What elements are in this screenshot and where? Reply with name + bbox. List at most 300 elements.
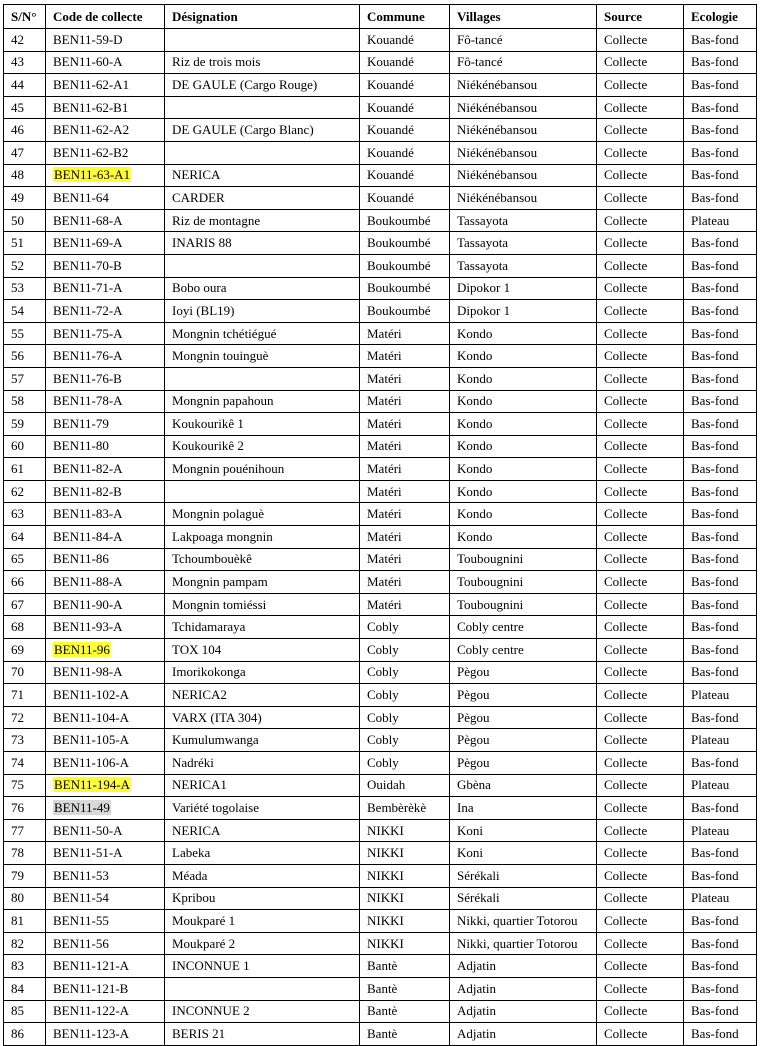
cell-designation: TOX 104 (165, 639, 360, 662)
cell-source: Collecte (597, 548, 684, 571)
cell-sn: 80 (4, 887, 46, 910)
table-row (4, 503, 757, 526)
cell-code: BEN11-72-A (46, 300, 165, 323)
cell-source: Collecte (597, 706, 684, 729)
cell-code: BEN11-62-B1 (46, 96, 165, 119)
table-row (4, 593, 757, 616)
cell-commune: Boukoumbé (360, 254, 450, 277)
cell-designation: Mongnin tchétiégué (165, 322, 360, 345)
cell-source: Collecte (597, 435, 684, 458)
header-designation: Désignation (165, 5, 360, 29)
cell-source: Collecte (597, 910, 684, 933)
cell-code: BEN11-88-A (46, 571, 165, 594)
cell-ecologie: Bas-fond (684, 435, 757, 458)
cell-ecologie: Bas-fond (684, 458, 757, 481)
cell-sn: 58 (4, 390, 46, 413)
cell-sn: 73 (4, 729, 46, 752)
header-villages: Villages (450, 5, 597, 29)
table-row (4, 51, 757, 74)
cell-ecologie: Bas-fond (684, 119, 757, 142)
cell-commune: NIKKI (360, 864, 450, 887)
cell-code: BEN11-121-A (46, 955, 165, 978)
table-row (4, 910, 757, 933)
cell-source: Collecte (597, 51, 684, 74)
cell-commune: NIKKI (360, 887, 450, 910)
cell-sn: 62 (4, 480, 46, 503)
table-row (4, 413, 757, 436)
cell-code: BEN11-102-A (46, 684, 165, 707)
cell-villages: Kondo (450, 413, 597, 436)
cell-source: Collecte (597, 345, 684, 368)
cell-code: BEN11-82-B (46, 480, 165, 503)
table-row (4, 300, 757, 323)
table-row (4, 887, 757, 910)
cell-commune: Bembèrèkè (360, 797, 450, 820)
cell-code: BEN11-86 (46, 548, 165, 571)
cell-villages: Nikki, quartier Totorou (450, 932, 597, 955)
cell-source: Collecte (597, 864, 684, 887)
cell-villages: Adjatin (450, 1023, 597, 1046)
table-row (4, 864, 757, 887)
cell-villages: Niékénébansou (450, 164, 597, 187)
cell-sn: 83 (4, 955, 46, 978)
cell-code: BEN11-121-B (46, 977, 165, 1000)
cell-villages: Pègou (450, 729, 597, 752)
table-row (4, 819, 757, 842)
cell-villages: Koni (450, 842, 597, 865)
table-row (4, 187, 757, 210)
highlighted-code: BEN11-194-A (54, 777, 131, 793)
cell-code: BEN11-54 (46, 887, 165, 910)
cell-designation: DE GAULE (Cargo Blanc) (165, 119, 360, 142)
cell-sn: 44 (4, 74, 46, 97)
cell-villages: Kondo (450, 322, 597, 345)
cell-source: Collecte (597, 1000, 684, 1023)
cell-commune: Cobly (360, 729, 450, 752)
collection-table-page (3, 4, 756, 1046)
cell-commune: Cobly (360, 706, 450, 729)
cell-sn: 79 (4, 864, 46, 887)
cell-ecologie: Bas-fond (684, 141, 757, 164)
cell-ecologie: Bas-fond (684, 367, 757, 390)
cell-source: Collecte (597, 616, 684, 639)
cell-villages: Cobly centre (450, 639, 597, 662)
cell-sn: 78 (4, 842, 46, 865)
cell-sn: 54 (4, 300, 46, 323)
cell-ecologie: Bas-fond (684, 1000, 757, 1023)
cell-sn: 64 (4, 526, 46, 549)
cell-sn: 61 (4, 458, 46, 481)
cell-source: Collecte (597, 254, 684, 277)
cell-source: Collecte (597, 571, 684, 594)
table-row (4, 458, 757, 481)
cell-villages: Dipokor 1 (450, 300, 597, 323)
cell-designation: BERIS 21 (165, 1023, 360, 1046)
table-row (4, 322, 757, 345)
cell-code: BEN11-80 (46, 435, 165, 458)
cell-villages: Kondo (450, 480, 597, 503)
cell-ecologie: Bas-fond (684, 706, 757, 729)
cell-designation: Mongnin tomiéssi (165, 593, 360, 616)
cell-commune: NIKKI (360, 819, 450, 842)
cell-designation: Koukourikê 1 (165, 413, 360, 436)
cell-villages: Tassayota (450, 232, 597, 255)
cell-villages: Kondo (450, 458, 597, 481)
cell-source: Collecte (597, 164, 684, 187)
cell-villages: Toubougnini (450, 571, 597, 594)
cell-sn: 77 (4, 819, 46, 842)
cell-sn: 49 (4, 187, 46, 210)
cell-ecologie: Bas-fond (684, 51, 757, 74)
cell-source: Collecte (597, 819, 684, 842)
cell-ecologie: Bas-fond (684, 74, 757, 97)
cell-ecologie: Bas-fond (684, 910, 757, 933)
cell-code (46, 774, 165, 797)
cell-commune: Kouandé (360, 164, 450, 187)
cell-designation: INCONNUE 2 (165, 1000, 360, 1023)
table-row (4, 164, 757, 187)
cell-designation: Riz de montagne (165, 209, 360, 232)
cell-code: BEN11-83-A (46, 503, 165, 526)
cell-villages: Adjatin (450, 1000, 597, 1023)
cell-ecologie: Bas-fond (684, 571, 757, 594)
table-row (4, 706, 757, 729)
cell-sn: 53 (4, 277, 46, 300)
cell-source: Collecte (597, 29, 684, 52)
cell-commune: NIKKI (360, 842, 450, 865)
cell-designation: Nadréki (165, 752, 360, 775)
cell-source: Collecte (597, 141, 684, 164)
cell-ecologie: Bas-fond (684, 955, 757, 978)
header-ecologie: Ecologie (684, 5, 757, 29)
cell-villages: Kondo (450, 345, 597, 368)
cell-commune: Matéri (360, 367, 450, 390)
cell-commune: Kouandé (360, 74, 450, 97)
cell-code: BEN11-62-A2 (46, 119, 165, 142)
cell-source: Collecte (597, 209, 684, 232)
cell-sn: 70 (4, 661, 46, 684)
highlighted-code: BEN11-96 (54, 641, 110, 657)
cell-ecologie: Bas-fond (684, 187, 757, 210)
table-row (4, 1000, 757, 1023)
cell-ecologie: Bas-fond (684, 864, 757, 887)
cell-source: Collecte (597, 729, 684, 752)
cell-designation: INARIS 88 (165, 232, 360, 255)
cell-source: Collecte (597, 797, 684, 820)
cell-sn: 86 (4, 1023, 46, 1046)
cell-designation: Bobo oura (165, 277, 360, 300)
cell-commune: Matéri (360, 390, 450, 413)
table-row (4, 661, 757, 684)
cell-source: Collecte (597, 119, 684, 142)
cell-villages: Toubougnini (450, 548, 597, 571)
cell-commune: Cobly (360, 616, 450, 639)
cell-designation (165, 29, 360, 52)
cell-commune: NIKKI (360, 932, 450, 955)
cell-sn: 76 (4, 797, 46, 820)
cell-code: BEN11-68-A (46, 209, 165, 232)
cell-commune: Kouandé (360, 119, 450, 142)
table-row (4, 74, 757, 97)
cell-ecologie: Bas-fond (684, 480, 757, 503)
cell-ecologie: Bas-fond (684, 548, 757, 571)
cell-sn: 48 (4, 164, 46, 187)
table-body (4, 29, 757, 1046)
cell-villages: Pègou (450, 661, 597, 684)
cell-source: Collecte (597, 593, 684, 616)
cell-commune: Matéri (360, 503, 450, 526)
cell-ecologie: Bas-fond (684, 842, 757, 865)
cell-sn: 50 (4, 209, 46, 232)
cell-source: Collecte (597, 661, 684, 684)
cell-sn: 55 (4, 322, 46, 345)
cell-code: BEN11-71-A (46, 277, 165, 300)
cell-source: Collecte (597, 503, 684, 526)
cell-commune: Kouandé (360, 29, 450, 52)
cell-ecologie: Bas-fond (684, 277, 757, 300)
cell-designation (165, 254, 360, 277)
cell-villages: Cobly centre (450, 616, 597, 639)
cell-designation: Mongnin papahoun (165, 390, 360, 413)
cell-sn: 71 (4, 684, 46, 707)
cell-commune: Cobly (360, 661, 450, 684)
header-commune: Commune (360, 5, 450, 29)
table-row (4, 277, 757, 300)
header-code: Code de collecte (46, 5, 165, 29)
table-row (4, 345, 757, 368)
header-sn: S/N° (4, 5, 46, 29)
cell-designation (165, 367, 360, 390)
cell-source: Collecte (597, 932, 684, 955)
cell-commune: Matéri (360, 593, 450, 616)
cell-sn: 57 (4, 367, 46, 390)
cell-designation: CARDER (165, 187, 360, 210)
cell-designation: Mongnin touinguè (165, 345, 360, 368)
cell-sn: 43 (4, 51, 46, 74)
cell-designation: Moukparé 1 (165, 910, 360, 933)
table-row (4, 209, 757, 232)
cell-designation: Mongnin polaguè (165, 503, 360, 526)
cell-ecologie: Bas-fond (684, 232, 757, 255)
cell-code: BEN11-69-A (46, 232, 165, 255)
cell-sn: 69 (4, 639, 46, 662)
cell-code: BEN11-104-A (46, 706, 165, 729)
cell-villages: Gbèna (450, 774, 597, 797)
cell-ecologie: Bas-fond (684, 345, 757, 368)
cell-source: Collecte (597, 322, 684, 345)
cell-villages: Koni (450, 819, 597, 842)
table-row (4, 367, 757, 390)
cell-code: BEN11-106-A (46, 752, 165, 775)
cell-ecologie: Bas-fond (684, 322, 757, 345)
cell-code: BEN11-84-A (46, 526, 165, 549)
table-row (4, 254, 757, 277)
cell-designation: Kumulumwanga (165, 729, 360, 752)
cell-designation: NERICA1 (165, 774, 360, 797)
table-row (4, 729, 757, 752)
cell-code: BEN11-76-B (46, 367, 165, 390)
cell-sn: 59 (4, 413, 46, 436)
cell-ecologie: Plateau (684, 774, 757, 797)
cell-designation: Moukparé 2 (165, 932, 360, 955)
cell-source: Collecte (597, 367, 684, 390)
cell-commune: Matéri (360, 435, 450, 458)
cell-sn: 60 (4, 435, 46, 458)
cell-designation: Imorikokonga (165, 661, 360, 684)
cell-ecologie: Plateau (684, 887, 757, 910)
cell-designation (165, 96, 360, 119)
cell-designation: Mongnin pampam (165, 571, 360, 594)
cell-commune: Kouandé (360, 141, 450, 164)
cell-designation: Méada (165, 864, 360, 887)
table-row (4, 1023, 757, 1046)
cell-commune: Matéri (360, 480, 450, 503)
cell-commune: Kouandé (360, 51, 450, 74)
cell-commune: Cobly (360, 684, 450, 707)
cell-villages: Pègou (450, 706, 597, 729)
table-row (4, 932, 757, 955)
cell-source: Collecte (597, 277, 684, 300)
cell-ecologie: Bas-fond (684, 390, 757, 413)
cell-ecologie: Bas-fond (684, 96, 757, 119)
table-row (4, 548, 757, 571)
cell-commune: Ouidah (360, 774, 450, 797)
cell-designation: Koukourikê 2 (165, 435, 360, 458)
cell-villages: Dipokor 1 (450, 277, 597, 300)
table-row (4, 977, 757, 1000)
cell-code: BEN11-78-A (46, 390, 165, 413)
cell-villages: Kondo (450, 526, 597, 549)
cell-villages: Sérékali (450, 887, 597, 910)
table-row (4, 842, 757, 865)
cell-code: BEN11-60-A (46, 51, 165, 74)
cell-villages: Niékénébansou (450, 119, 597, 142)
cell-code: BEN11-76-A (46, 345, 165, 368)
cell-designation: DE GAULE (Cargo Rouge) (165, 74, 360, 97)
table-row (4, 526, 757, 549)
cell-sn: 47 (4, 141, 46, 164)
cell-commune: Bantè (360, 1023, 450, 1046)
cell-villages: Niékénébansou (450, 74, 597, 97)
cell-source: Collecte (597, 96, 684, 119)
cell-ecologie: Bas-fond (684, 503, 757, 526)
cell-designation: Variété togolaise (165, 797, 360, 820)
cell-commune: Kouandé (360, 96, 450, 119)
cell-code: BEN11-122-A (46, 1000, 165, 1023)
table-row (4, 774, 757, 797)
cell-villages: Niékénébansou (450, 96, 597, 119)
cell-villages: Kondo (450, 435, 597, 458)
cell-villages: Pègou (450, 684, 597, 707)
cell-villages: Tassayota (450, 209, 597, 232)
cell-source: Collecte (597, 187, 684, 210)
cell-code (46, 639, 165, 662)
cell-ecologie: Bas-fond (684, 1023, 757, 1046)
cell-commune: Boukoumbé (360, 209, 450, 232)
cell-sn: 85 (4, 1000, 46, 1023)
cell-code (46, 797, 165, 820)
cell-designation (165, 977, 360, 1000)
cell-sn: 68 (4, 616, 46, 639)
cell-source: Collecte (597, 774, 684, 797)
cell-commune: Cobly (360, 639, 450, 662)
cell-commune: Bantè (360, 955, 450, 978)
cell-sn: 67 (4, 593, 46, 616)
cell-villages: Nikki, quartier Totorou (450, 910, 597, 933)
table-row (4, 684, 757, 707)
cell-designation (165, 480, 360, 503)
cell-designation (165, 141, 360, 164)
cell-sn: 84 (4, 977, 46, 1000)
cell-commune: Matéri (360, 322, 450, 345)
cell-ecologie: Plateau (684, 209, 757, 232)
cell-ecologie: Plateau (684, 819, 757, 842)
cell-code: BEN11-59-D (46, 29, 165, 52)
cell-villages: Niékénébansou (450, 187, 597, 210)
collection-table (3, 4, 757, 1046)
cell-code: BEN11-75-A (46, 322, 165, 345)
cell-designation: NERICA (165, 164, 360, 187)
cell-source: Collecte (597, 752, 684, 775)
cell-villages: Ina (450, 797, 597, 820)
cell-source: Collecte (597, 413, 684, 436)
cell-sn: 56 (4, 345, 46, 368)
cell-villages: Toubougnini (450, 593, 597, 616)
cell-villages: Adjatin (450, 977, 597, 1000)
table-row (4, 955, 757, 978)
cell-code: BEN11-64 (46, 187, 165, 210)
cell-commune: Boukoumbé (360, 232, 450, 255)
cell-ecologie: Bas-fond (684, 977, 757, 1000)
table-row (4, 141, 757, 164)
cell-designation: Tchidamaraya (165, 616, 360, 639)
cell-ecologie: Bas-fond (684, 526, 757, 549)
cell-designation: Labeka (165, 842, 360, 865)
cell-ecologie: Bas-fond (684, 300, 757, 323)
table-row (4, 29, 757, 52)
cell-code: BEN11-53 (46, 864, 165, 887)
cell-code: BEN11-93-A (46, 616, 165, 639)
cell-code: BEN11-51-A (46, 842, 165, 865)
cell-source: Collecte (597, 639, 684, 662)
cell-sn: 52 (4, 254, 46, 277)
cell-designation: Ioyi (BL19) (165, 300, 360, 323)
cell-commune: Matéri (360, 345, 450, 368)
cell-source: Collecte (597, 300, 684, 323)
cell-ecologie: Bas-fond (684, 593, 757, 616)
cell-designation: Tchoumbouèkê (165, 548, 360, 571)
cell-code (46, 164, 165, 187)
cell-sn: 45 (4, 96, 46, 119)
cell-source: Collecte (597, 74, 684, 97)
table-row (4, 752, 757, 775)
cell-code: BEN11-79 (46, 413, 165, 436)
cell-commune: Matéri (360, 526, 450, 549)
cell-ecologie: Bas-fond (684, 616, 757, 639)
cell-ecologie: Bas-fond (684, 413, 757, 436)
cell-villages: Sérékali (450, 864, 597, 887)
cell-commune: Boukoumbé (360, 277, 450, 300)
table-row (4, 390, 757, 413)
cell-ecologie: Plateau (684, 684, 757, 707)
cell-sn: 66 (4, 571, 46, 594)
cell-code: BEN11-90-A (46, 593, 165, 616)
cell-sn: 81 (4, 910, 46, 933)
cell-code: BEN11-56 (46, 932, 165, 955)
cell-ecologie: Bas-fond (684, 254, 757, 277)
cell-source: Collecte (597, 232, 684, 255)
cell-code: BEN11-105-A (46, 729, 165, 752)
